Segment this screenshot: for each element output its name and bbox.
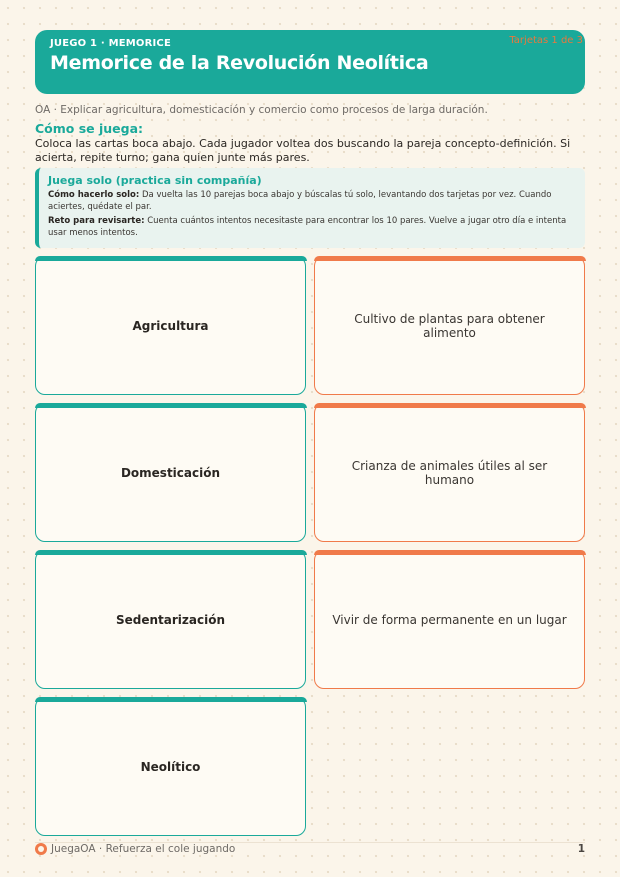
card-text: Agricultura — [132, 318, 209, 333]
solo-how — [48, 190, 575, 213]
solo-play-box — [35, 168, 585, 248]
card-text: Crianza de animales útiles al ser humano — [351, 458, 548, 487]
game-title: Memorice de la Revolución Neolítica — [50, 52, 429, 74]
card-text: Cultivo de plantas para obtener alimento — [354, 311, 545, 340]
howto-text: Coloca las cartas boca abajo. Cada jugador voltea dos buscando la pareja concepto-definición. Si acierta, repite turno; gana quien junte más pares. — [35, 137, 571, 164]
solo-challenge-label: Reto para revisarte: — [48, 216, 145, 226]
page-number: 1 — [577, 843, 585, 855]
card-concept-sedentarizacion[interactable] — [35, 550, 306, 689]
cards-page-label: Tarjetas 1 de 3 — [509, 35, 583, 46]
card-concept-agricultura[interactable] — [35, 256, 306, 395]
solo-how-text: Da vuelta las 10 parejas boca abajo y búscalas tú solo, levantando dos tarjetas por vez. Cuando aciertes, quédate el par. — [48, 190, 552, 212]
solo-challenge-text: Cuenta cuántos intentos necesitaste para encontrar los 10 pares. Vuelve a jugar otro día e intenta usar menos intentos. — [48, 216, 567, 238]
brand-logo-icon — [35, 843, 47, 855]
howto-title: Cómo se juega: — [35, 121, 144, 136]
card-text: Neolítico — [140, 759, 201, 774]
solo-challenge — [48, 216, 575, 239]
learning-objective: OA · Explicar agricultura, domesticación y comercio como procesos de larga duración. — [35, 104, 488, 116]
card-definition-domesticacion[interactable] — [314, 403, 585, 542]
card-text: Domesticación — [120, 465, 221, 480]
card-definition-agricultura[interactable] — [314, 256, 585, 395]
card-concept-neolitico[interactable] — [35, 697, 306, 836]
game-header — [35, 30, 585, 94]
game-kicker: JUEGO 1 · MEMORICE — [50, 38, 172, 49]
card-concept-domesticacion[interactable] — [35, 403, 306, 542]
page-footer — [35, 843, 585, 855]
footer-brand: JuegaOA · Refuerza el cole jugando — [51, 843, 236, 855]
solo-how-label: Cómo hacerlo solo: — [48, 190, 140, 200]
solo-title: Juega solo (practica sin compañía) — [48, 174, 262, 187]
card-definition-sedentarizacion[interactable] — [314, 550, 585, 689]
card-text: Vivir de forma permanente en un lugar — [332, 612, 567, 627]
card-text: Sedentarización — [115, 612, 225, 627]
